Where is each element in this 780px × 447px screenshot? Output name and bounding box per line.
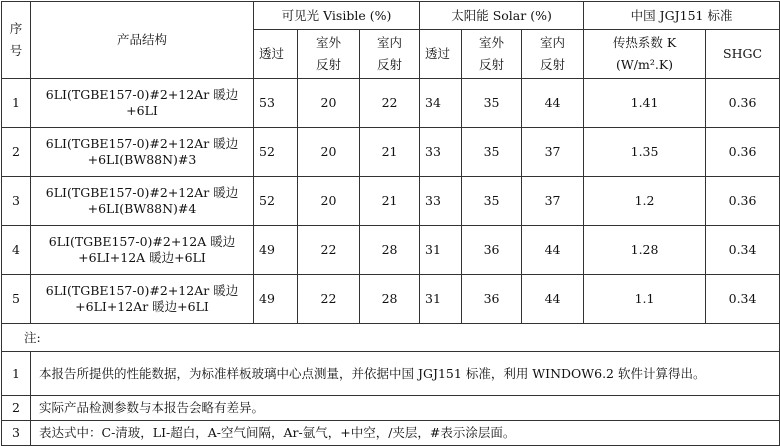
visible-in-reflect-value: 28 — [360, 275, 420, 324]
structure-line-2: +6LI(BW88N)#4 — [87, 201, 197, 216]
row-number: 1 — [2, 79, 31, 128]
solar-in-reflect-value: 44 — [522, 79, 584, 128]
visible-transmit-value: 49 — [254, 226, 298, 275]
solar-in-reflect-value: 44 — [522, 226, 584, 275]
header-shgc: SHGC — [706, 30, 780, 79]
structure-line-1: 6LI(TGBE157-0)#2+12Ar 暖边 — [45, 136, 239, 151]
structure-line-2: +6LI+12A 暖边+6LI — [78, 250, 206, 265]
k-value: 1.28 — [584, 226, 706, 275]
structure-line-1: 6LI(TGBE157-0)#2+12Ar 暖边 — [45, 87, 239, 102]
header-solar-group: 太阳能 Solar (%) — [420, 2, 584, 30]
visible-out-reflect-value: 22 — [298, 226, 360, 275]
note-text: 实际产品检测参数与本报告会略有差异。 — [31, 396, 780, 421]
header-visible-out-reflect — [298, 30, 360, 79]
header-standard-group: 中国 JGJ151 标准 — [584, 2, 780, 30]
performance-table-container — [1, 1, 763, 446]
table-row — [2, 79, 780, 128]
solar-transmit-value: 31 — [420, 226, 462, 275]
product-structure-cell — [31, 128, 254, 177]
k-value: 1.41 — [584, 79, 706, 128]
visible-in-reflect-value: 21 — [360, 128, 420, 177]
structure-line-2: +6LI+12Ar 暖边+6LI — [75, 299, 209, 314]
k-value: 1.35 — [584, 128, 706, 177]
note-number: 1 — [2, 352, 31, 396]
note-text: 表达式中：C-清玻，LI-超白，A-空气间隔，Ar-氩气，+中空，/夹层，#表示涂层面。 — [31, 421, 780, 446]
solar-in-reflect-value: 37 — [522, 177, 584, 226]
notes-header-row — [2, 324, 780, 352]
visible-transmit-value: 52 — [254, 177, 298, 226]
structure-line-2: +6LI(BW88N)#3 — [87, 152, 197, 167]
header-visible-group: 可见光 Visible (%) — [254, 2, 420, 30]
header-structure: 产品结构 — [31, 2, 254, 79]
visible-in-reflect-value: 22 — [360, 79, 420, 128]
header-visible-in-reflect — [360, 30, 420, 79]
row-number: 5 — [2, 275, 31, 324]
header-solar-in-reflect — [522, 30, 584, 79]
product-structure-cell — [31, 177, 254, 226]
header-seq — [2, 2, 31, 79]
note-number: 2 — [2, 396, 31, 421]
product-structure-cell — [31, 275, 254, 324]
solar-in-reflect-value: 37 — [522, 128, 584, 177]
table-row — [2, 128, 780, 177]
solar-transmit-value: 34 — [420, 79, 462, 128]
visible-out-reflect-value: 22 — [298, 275, 360, 324]
structure-line-1: 6LI(TGBE157-0)#2+12A 暖边 — [48, 234, 236, 249]
note-row — [2, 396, 780, 421]
header-visible-transmit-label: 透过 — [259, 46, 285, 61]
structure-line-2: +6LI — [126, 103, 158, 118]
header-visible-out-reflect-label: 室外反射 — [315, 35, 341, 72]
solar-transmit-value: 31 — [420, 275, 462, 324]
table-row — [2, 177, 780, 226]
visible-transmit-value: 49 — [254, 275, 298, 324]
visible-transmit-value: 52 — [254, 128, 298, 177]
note-row — [2, 421, 780, 446]
table-row — [2, 275, 780, 324]
note-text: 本报告所提供的性能数据，为标准样板玻璃中心点测量，并依据中国 JGJ151 标准，利用 WINDOW6.2 软件计算得出。 — [31, 352, 780, 396]
table-row — [2, 226, 780, 275]
header-k-value-label: 传热系数 K (W/m².K) — [612, 35, 677, 72]
notes-title: 注: — [2, 324, 780, 352]
header-solar-transmit — [420, 30, 462, 79]
header-row-1 — [2, 2, 780, 30]
visible-in-reflect-value: 28 — [360, 226, 420, 275]
structure-line-1: 6LI(TGBE157-0)#2+12Ar 暖边 — [45, 283, 239, 298]
glass-performance-table — [1, 1, 780, 446]
note-number: 3 — [2, 421, 31, 446]
solar-out-reflect-value: 35 — [462, 79, 522, 128]
product-structure-cell — [31, 226, 254, 275]
k-value: 1.1 — [584, 275, 706, 324]
shgc-value: 0.34 — [706, 275, 780, 324]
visible-transmit-value: 53 — [254, 79, 298, 128]
header-visible-transmit — [254, 30, 298, 79]
header-solar-transmit-label: 透过 — [425, 46, 451, 61]
shgc-value: 0.36 — [706, 79, 780, 128]
structure-line-1: 6LI(TGBE157-0)#2+12Ar 暖边 — [45, 185, 239, 200]
solar-in-reflect-value: 44 — [522, 275, 584, 324]
header-solar-in-reflect-label: 室内反射 — [540, 35, 566, 72]
header-solar-out-reflect — [462, 30, 522, 79]
visible-out-reflect-value: 20 — [298, 177, 360, 226]
k-value: 1.2 — [584, 177, 706, 226]
solar-transmit-value: 33 — [420, 177, 462, 226]
solar-out-reflect-value: 36 — [462, 275, 522, 324]
visible-out-reflect-value: 20 — [298, 79, 360, 128]
row-number: 4 — [2, 226, 31, 275]
header-visible-in-reflect-label: 室内反射 — [377, 35, 403, 72]
solar-out-reflect-value: 35 — [462, 128, 522, 177]
header-solar-out-reflect-label: 室外反射 — [479, 35, 505, 72]
header-seq-label: 序号 — [9, 21, 23, 58]
shgc-value: 0.36 — [706, 177, 780, 226]
visible-in-reflect-value: 21 — [360, 177, 420, 226]
row-number: 3 — [2, 177, 31, 226]
shgc-value: 0.36 — [706, 128, 780, 177]
solar-out-reflect-value: 36 — [462, 226, 522, 275]
product-structure-cell — [31, 79, 254, 128]
note-row — [2, 352, 780, 396]
header-k-value — [584, 30, 706, 79]
row-number: 2 — [2, 128, 31, 177]
shgc-value: 0.34 — [706, 226, 780, 275]
visible-out-reflect-value: 20 — [298, 128, 360, 177]
solar-transmit-value: 33 — [420, 128, 462, 177]
solar-out-reflect-value: 35 — [462, 177, 522, 226]
